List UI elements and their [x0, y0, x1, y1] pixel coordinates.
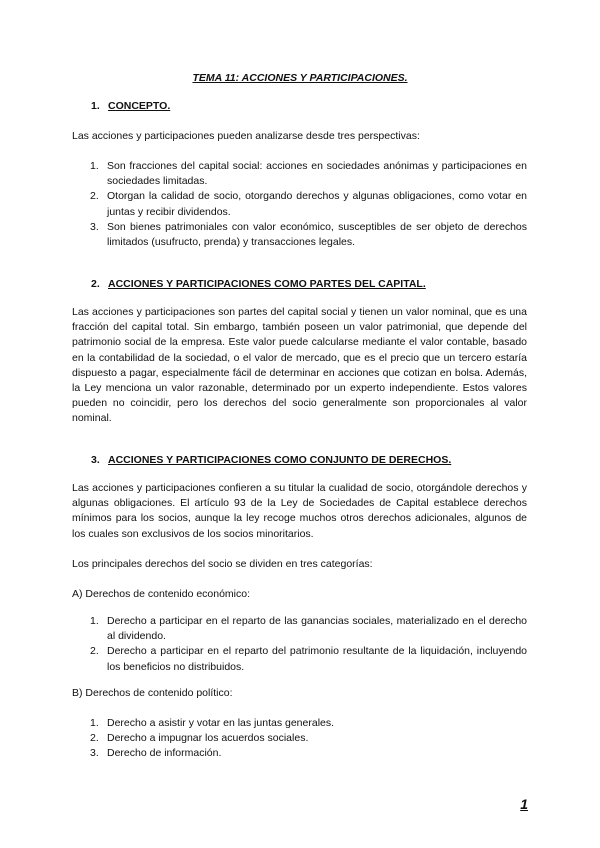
group-b-label: B) Derechos de contenido político:: [72, 687, 233, 699]
page-title: TEMA 11: ACCIONES Y PARTICIPACIONES.: [192, 72, 408, 84]
categories-intro: Los principales derechos del socio se dividen en tres categorías:: [72, 558, 373, 570]
list-item: 2. Derecho a impugnar los acuerdos sociales.: [90, 732, 309, 745]
list-item: 2. Derecho a participar en el reparto del patrimonio resultante de la liquidación, incluyendo los beneficios no distribuidos.: [90, 645, 527, 673]
list-item: 1. Derecho a participar en el reparto de las ganancias sociales, materializado en el derecho al dividendo.: [90, 615, 527, 643]
section-number: 2.: [91, 278, 100, 290]
section-1-intro: Las acciones y participaciones pueden analizarse desde tres perspectivas:: [72, 130, 420, 142]
list-item: 3. Derecho de información.: [90, 747, 222, 760]
group-a-label: A) Derechos de contenido económico:: [72, 588, 251, 600]
list-item: 1. Son fracciones del capital social: acciones en sociedades anónimas y participaciones en sociedades limitadas.: [90, 160, 527, 188]
list-item: 2. Otorgan la calidad de socio, otorgando derechos y algunas obligaciones, como votar en juntas y recibir dividendos.: [90, 190, 527, 218]
list-item: 3. Son bienes patrimoniales con valor económico, susceptibles de ser objeto de derechos limitados (usufructo, prenda) y transacciones legales.: [90, 220, 527, 249]
section-title: CONCEPTO.: [108, 100, 171, 112]
page-number: 1: [520, 796, 528, 812]
group-b-list: [90, 716, 527, 762]
section-number: 1.: [91, 100, 100, 112]
section-2-body: Las acciones y participaciones son partes del capital social y tienen un valor nominal, que es una fracción del capital total. Sin embargo, también poseen un valor patrimonial, que depende del patrimonio social de la empresa. Este valor puede calcularse mediante el valor contable, basado en la contabilidad de la sociedad, o el valor de mercado, que es el precio que un tercero estaría dispuesto a pagar, especialmente fácil de determinar en acciones que cotizan en bolsa. Además, la Ley menciona un valor razonable, determinado por un experto independiente. Estos valores pueden no coincidir, pero los derechos del socio generalmente son proporcionales al valor nominal.: [72, 306, 527, 425]
section-title: ACCIONES Y PARTICIPACIONES COMO CONJUNTO DE DERECHOS.: [108, 454, 452, 466]
section-3-body: Las acciones y participaciones confieren a su titular la cualidad de socio, otorgándole derechos y algunas obligaciones. El artículo 93 de la Ley de Sociedades de Capital establece derechos mínimos para los socios, aunque la ley recoge muchos otros derechos adicionales, algunos de los cuales son exclusivos de los socios minoritarios.: [72, 482, 527, 540]
section-title: ACCIONES Y PARTICIPACIONES COMO PARTES DEL CAPITAL.: [108, 278, 426, 290]
list-item: 1. Derecho a asistir y votar en las juntas generales.: [90, 717, 335, 729]
group-a-list: [90, 614, 527, 675]
section-1-list: [90, 159, 527, 250]
section-number: 3.: [91, 454, 100, 466]
